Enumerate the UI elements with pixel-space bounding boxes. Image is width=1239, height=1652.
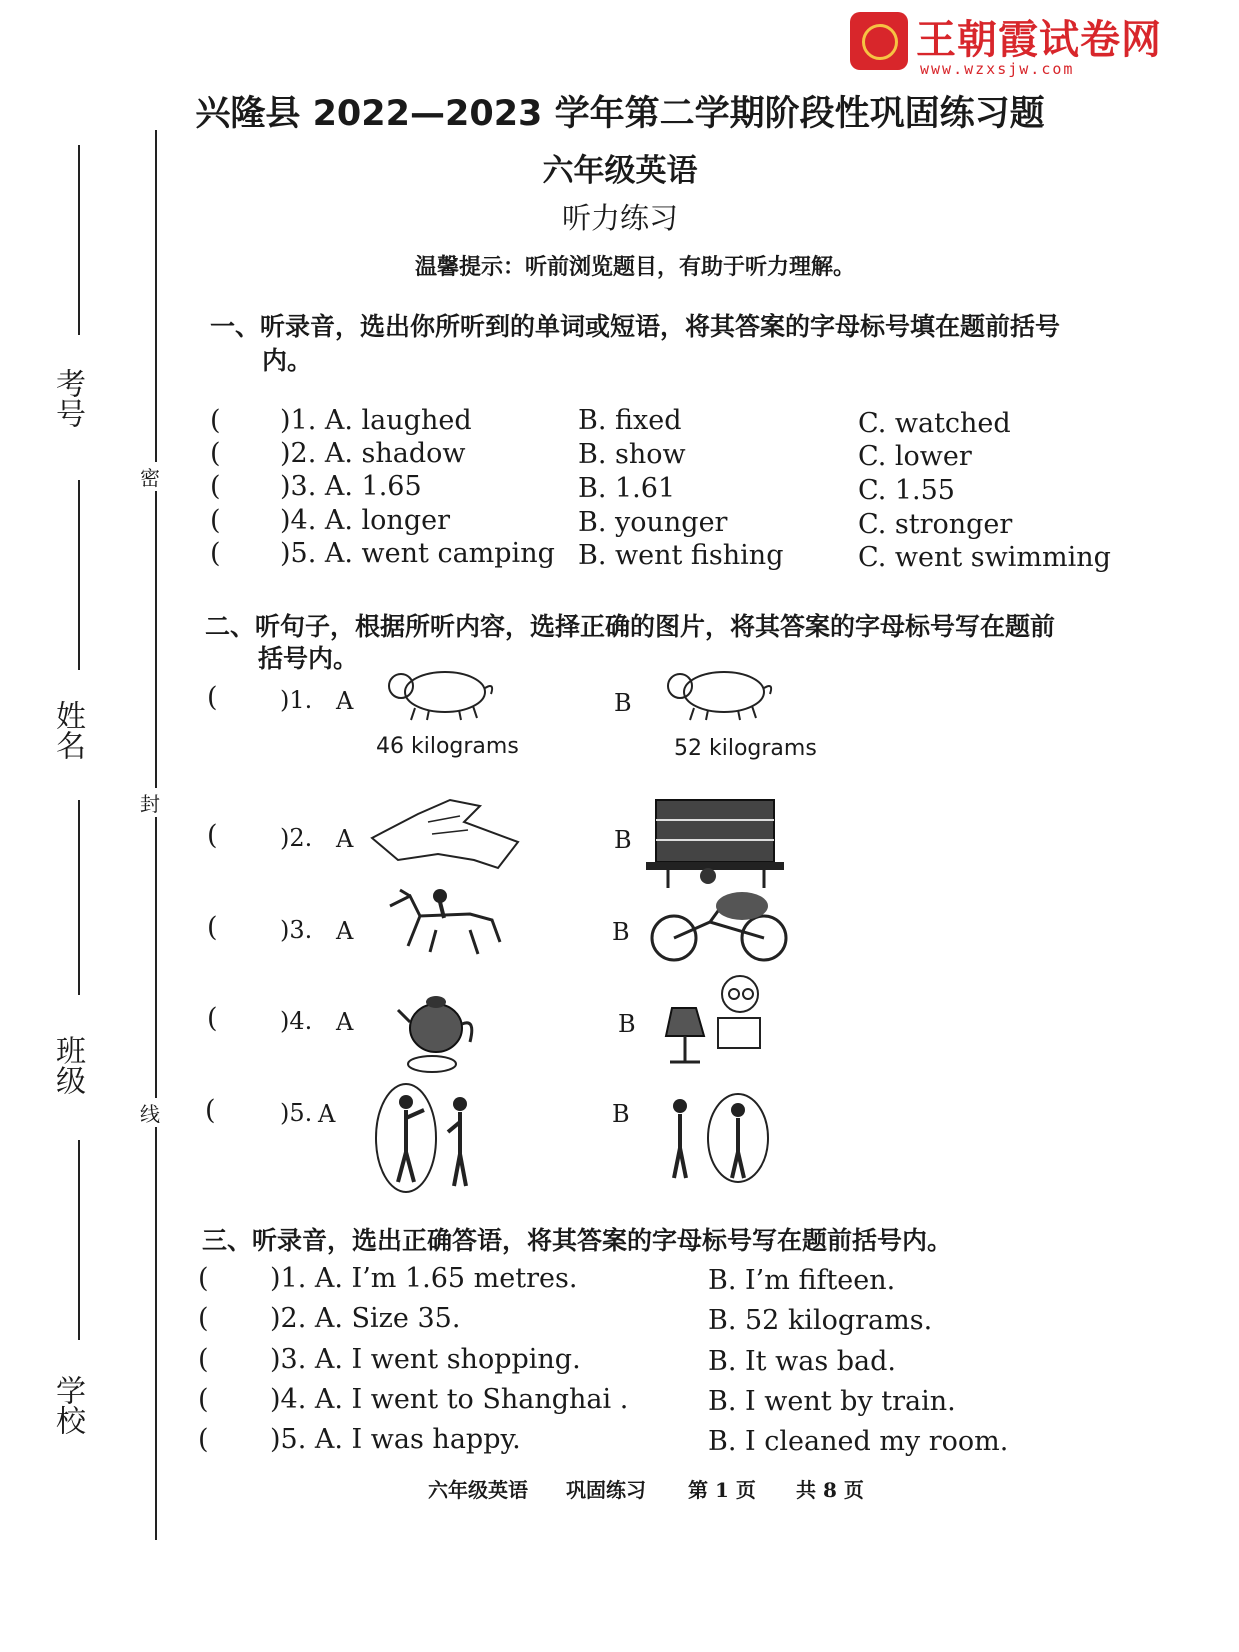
answer-paren[interactable]: (	[205, 1095, 216, 1126]
answer-paren[interactable]: (	[198, 1424, 209, 1455]
s1-q5-option-c: C. went swimming	[858, 542, 1111, 573]
pig-icon	[385, 660, 500, 722]
s3-q4-option-a: )4. A. I went to Shanghai .	[270, 1384, 629, 1415]
s1-q4-option-b: B. younger	[578, 507, 728, 538]
s2-q3-number: )3.	[280, 916, 313, 944]
school-label: 学校	[50, 1375, 85, 1435]
field-rule	[78, 800, 80, 995]
answer-paren[interactable]: (	[210, 405, 221, 436]
s1-q1-option-a: )1. A. laughed	[280, 405, 472, 436]
answer-paren[interactable]: (	[198, 1344, 209, 1375]
s3-q2-option-a: )2. A. Size 35.	[270, 1303, 461, 1334]
section3-heading: 三、听录音，选出正确答语，将其答案的字母标号写在题前括号内。	[202, 1226, 953, 1255]
s2-q2-number: )2.	[280, 824, 313, 852]
part-title: 听力练习	[561, 201, 678, 235]
footer-type: 巩固练习	[566, 1478, 646, 1502]
answer-paren[interactable]: (	[207, 1003, 218, 1034]
answer-paren[interactable]: (	[198, 1303, 209, 1334]
section2-heading-cont: 括号内。	[258, 644, 359, 673]
tip-text: 温馨提示：听前浏览题目，有助于听力理解。	[414, 255, 855, 280]
answer-paren[interactable]: (	[210, 471, 221, 502]
answer-paren[interactable]: (	[198, 1263, 209, 1294]
s3-q1-option-a: )1. A. I’m 1.65 metres.	[270, 1263, 578, 1294]
pig-icon	[664, 660, 779, 722]
seal-char-mi: 密	[140, 462, 160, 491]
footer-subject: 六年级英语	[428, 1478, 528, 1502]
s1-q4-option-c: C. stronger	[858, 509, 1013, 540]
s1-q3-option-b: B. 1.61	[578, 473, 676, 504]
s1-q5-option-b: B. went fishing	[578, 540, 784, 571]
cycling-icon	[646, 886, 796, 962]
footer-page: 第 1 页	[688, 1478, 756, 1502]
s2-q5-label-b: B	[612, 1100, 630, 1128]
s1-q1-option-c: C. watched	[858, 408, 1011, 439]
bookshelf-icon	[646, 796, 786, 888]
s3-q5-option-b: B. I cleaned my room.	[708, 1426, 1009, 1457]
s2-q1-number: )1.	[280, 686, 313, 714]
s3-q1-option-b: B. I’m fifteen.	[708, 1265, 896, 1296]
s2-q4-label-b: B	[618, 1010, 636, 1038]
s2-q1-label-b: B	[614, 689, 632, 717]
reading-boy-icon	[666, 972, 776, 1068]
section1-heading: 一、听录音，选出你所听到的单词或短语，将其答案的字母标号填在题前括号	[210, 312, 1061, 341]
field-rule	[78, 480, 80, 670]
exam-number-label: 考号	[50, 368, 85, 428]
s2-q3-label-a: A	[336, 917, 354, 945]
s1-q5-option-a: )5. A. went camping	[280, 538, 555, 569]
horse-riding-icon	[380, 886, 505, 958]
s2-q1-label-a: A	[336, 687, 354, 715]
site-logo	[850, 8, 1210, 78]
s1-q1-option-b: B. fixed	[578, 405, 682, 436]
logo-url: www.wzxsjw.com	[920, 60, 1075, 78]
s2-q4-label-a: A	[336, 1008, 354, 1036]
s1-q3-option-c: C. 1.55	[858, 475, 955, 506]
s1-q2-option-a: )2. A. shadow	[280, 438, 466, 469]
class-label: 班级	[50, 1035, 85, 1095]
two-boys-icon	[372, 1082, 487, 1194]
subject-title: 六年级英语	[542, 153, 698, 189]
s1-q4-option-a: )4. A. longer	[280, 505, 450, 536]
binding-line	[155, 130, 157, 1540]
field-rule	[78, 1140, 80, 1340]
s2-q2-label-a: A	[336, 825, 354, 853]
s3-q3-option-a: )3. A. I went shopping.	[270, 1344, 581, 1375]
s1-q3-option-a: )3. A. 1.65	[280, 471, 422, 502]
answer-paren[interactable]: (	[207, 912, 218, 943]
s1-q2-option-c: C. lower	[858, 441, 972, 472]
answer-paren[interactable]: (	[198, 1384, 209, 1415]
s2-q2-label-b: B	[614, 826, 632, 854]
s2-q4-number: )4.	[280, 1007, 313, 1035]
s2-q1-caption-b: 52 kilograms	[674, 736, 817, 761]
page-title: 兴隆县 2022—2023 学年第二学期阶段性巩固练习题	[195, 94, 1045, 134]
seal-char-xian: 线	[140, 1098, 160, 1127]
s2-q5-number: )5.	[280, 1099, 313, 1127]
section1-heading-cont: 内。	[262, 346, 313, 375]
logo-seal-icon	[850, 12, 908, 70]
answer-paren[interactable]: (	[210, 538, 221, 569]
answer-paren[interactable]: (	[210, 505, 221, 536]
footer-total: 共 8 页	[796, 1478, 864, 1502]
answer-paren[interactable]: (	[210, 438, 221, 469]
s3-q2-option-b: B. 52 kilograms.	[708, 1305, 933, 1336]
teapot-icon	[396, 982, 478, 1074]
answer-paren[interactable]: (	[207, 682, 218, 713]
hand-icon	[368, 794, 523, 872]
two-boys-icon	[664, 1092, 774, 1184]
s2-q3-label-b: B	[612, 918, 630, 946]
section2-heading: 二、听句子，根据所听内容，选择正确的图片，将其答案的字母标号写在题前	[205, 612, 1056, 641]
s2-q1-caption-a: 46 kilograms	[376, 734, 519, 759]
logo-name: 王朝霞试卷网	[916, 17, 1162, 63]
seal-char-feng: 封	[140, 788, 160, 817]
s2-q5-label-a: A	[318, 1100, 336, 1128]
s1-q2-option-b: B. show	[578, 439, 686, 470]
s3-q5-option-a: )5. A. I was happy.	[270, 1424, 521, 1455]
answer-paren[interactable]: (	[207, 820, 218, 851]
s3-q3-option-b: B. It was bad.	[708, 1346, 896, 1377]
name-label: 姓名	[50, 700, 85, 760]
s3-q4-option-b: B. I went by train.	[708, 1386, 956, 1417]
